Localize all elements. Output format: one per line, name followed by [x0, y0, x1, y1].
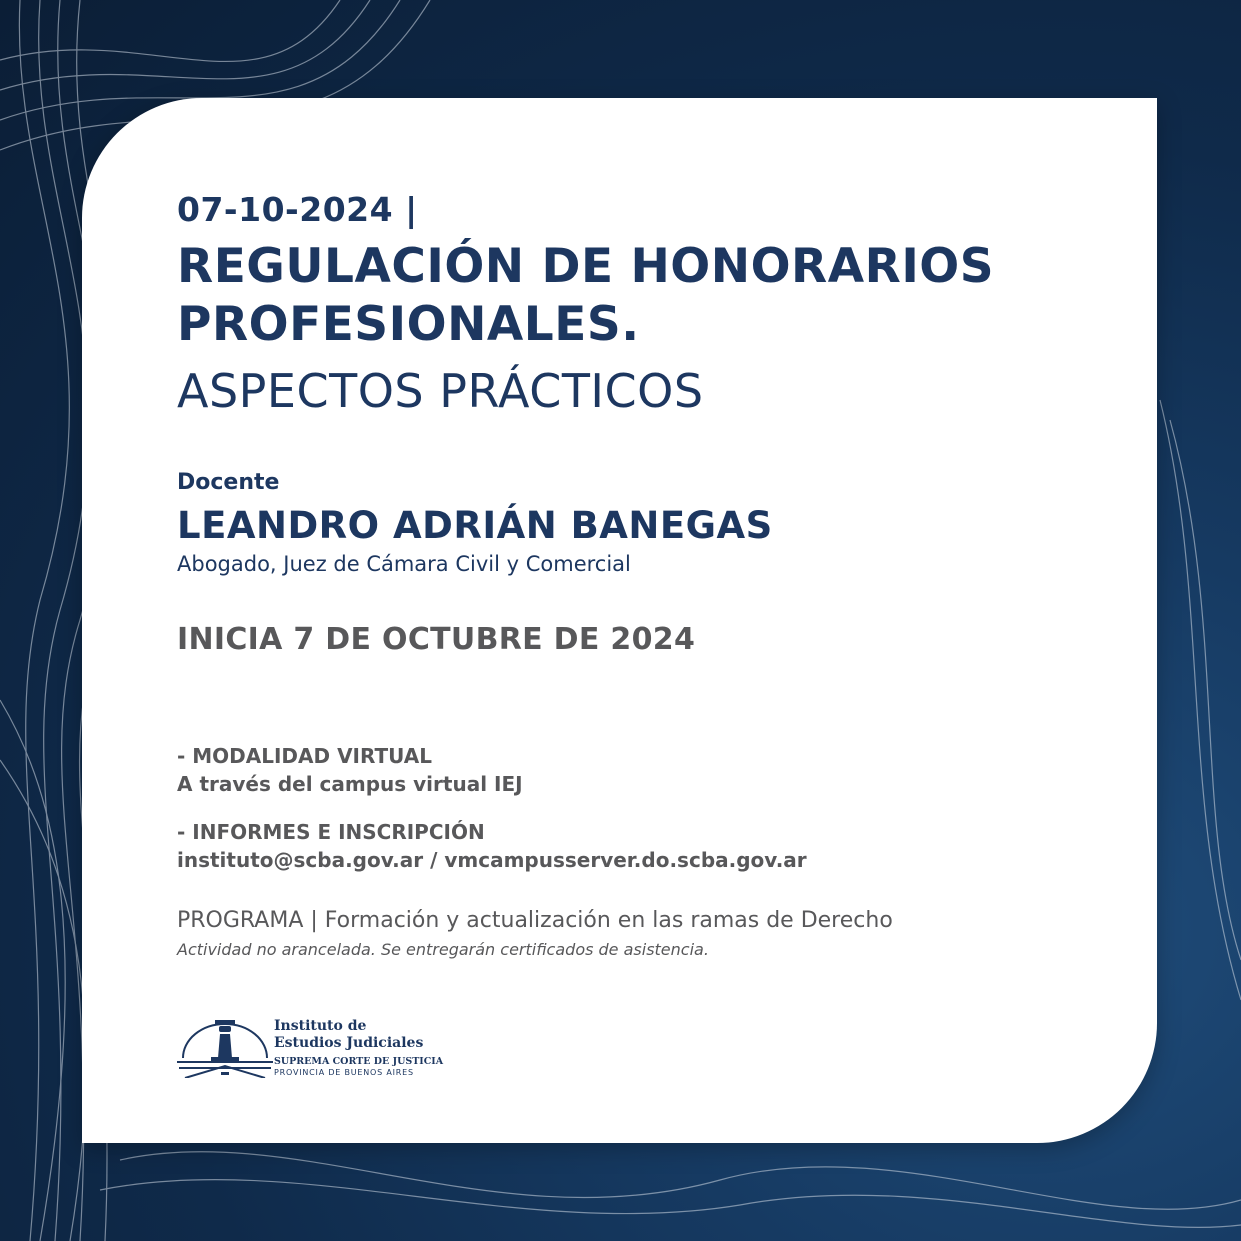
program-line: PROGRAMA | Formación y actualización en las ramas de Derecho	[177, 908, 893, 933]
event-title	[177, 238, 994, 354]
modality-heading: - MODALIDAD VIRTUAL	[177, 744, 432, 768]
event-date: 07-10-2024 |	[177, 190, 418, 229]
logo-text-line3: SUPREMA CORTE DE JUSTICIA	[274, 1056, 444, 1067]
fee-note: Actividad no arancelada. Se entregarán certificados de asistencia.	[177, 940, 709, 959]
modality-detail: A través del campus virtual IEJ	[177, 772, 523, 796]
info-heading: - INFORMES E INSCRIPCIÓN	[177, 820, 485, 844]
teacher-name: LEANDRO ADRIÁN BANEGAS	[177, 504, 773, 547]
event-title-line1: REGULACIÓN DE HONORARIOS	[177, 239, 995, 294]
teacher-role: Abogado, Juez de Cámara Civil y Comercial	[177, 552, 631, 576]
start-date: INICIA 7 DE OCTUBRE DE 2024	[177, 622, 696, 657]
teacher-label: Docente	[177, 470, 280, 495]
logo-text-line2: Estudios Judiciales	[274, 1035, 424, 1051]
content-card	[82, 98, 1157, 1143]
institute-logo-icon	[175, 1016, 275, 1078]
logo-text-line4: PROVINCIA DE BUENOS AIRES	[274, 1068, 414, 1077]
event-subtitle: ASPECTOS PRÁCTICOS	[177, 364, 704, 418]
logo-text-line1: Instituto de	[274, 1018, 367, 1034]
info-contact[interactable]: instituto@scba.gov.ar / vmcampusserver.do.scba.gov.ar	[177, 848, 807, 872]
event-title-line2: PROFESIONALES.	[177, 297, 640, 352]
